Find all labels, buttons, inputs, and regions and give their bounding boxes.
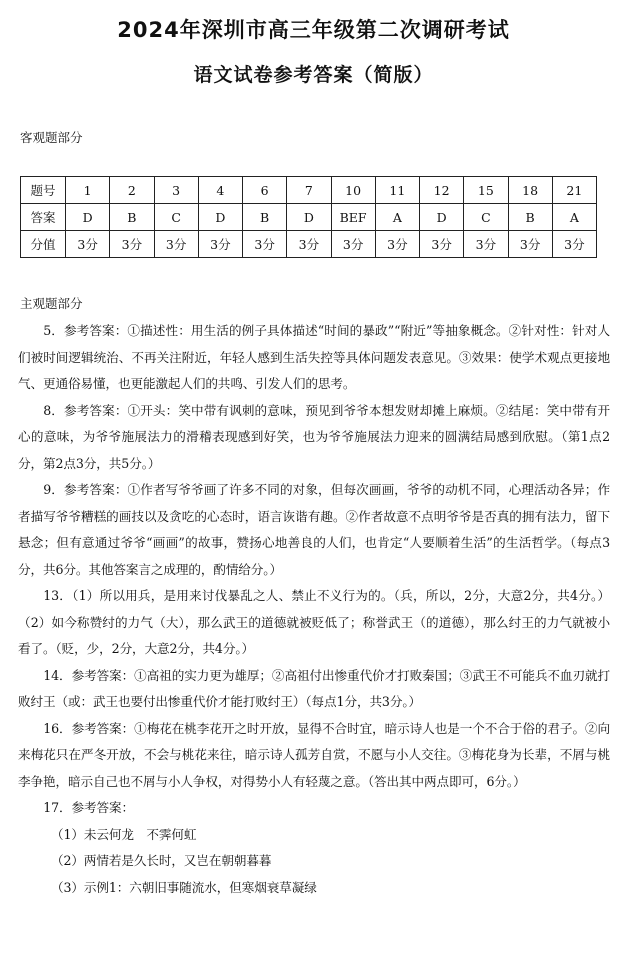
table-cell: 3分 (198, 231, 242, 258)
answer-q13: 13．（1）所以用兵，是用来讨伐暴乱之人、禁止不义行为的。（兵，所以，2分，大意2分，共4分。）（2）如今称赞纣的力气（大），那么武王的道德就被贬低了；称誉武王（的道德），那么纣王的力气就被小看了。（贬，少，2分，大意2分，共4分。） (18, 588, 610, 656)
objective-answer-table (20, 176, 597, 258)
table-cell: 3分 (552, 231, 596, 258)
table-cell: D (198, 204, 242, 231)
table-cell: BEF (331, 204, 375, 231)
exam-title: 2024年深圳市高三年级第二次调研考试 (117, 18, 510, 42)
answer-q5: 5．参考答案：①描述性：用生活的例子具体描述“时间的暴政”“附近”等抽象概念。②针对性：针对人们被时间逻辑统治、不再关注附近，年轻人感到生活失控等具体问题发表意见。③效果：使学术观点更接地气、更通俗易懂，也更能激起人们的共鸣、引发人们的思考。 (18, 323, 610, 391)
answer-q17-line: （2）两情若是久长时，又岂在朝朝暮暮 (51, 853, 272, 868)
table-cell: 3分 (464, 231, 508, 258)
table-cell: 21 (552, 177, 596, 204)
table-cell: 3分 (331, 231, 375, 258)
answer-q17-heading: 17．参考答案： (43, 800, 134, 815)
table-cell: D (420, 204, 464, 231)
row-header: 分值 (21, 231, 66, 258)
table-cell: B (110, 204, 154, 231)
table-cell: C (154, 204, 198, 231)
table-cell: C (464, 204, 508, 231)
table-cell: 4 (198, 177, 242, 204)
table-cell: D (287, 204, 331, 231)
row-header: 题号 (21, 177, 66, 204)
table-cell: 3分 (66, 231, 110, 258)
answer-q17-line: （3）示例1：六朝旧事随流水，但寒烟衰草凝绿 (51, 879, 317, 895)
subjective-answers (18, 318, 610, 901)
answer-q16: 16．参考答案：①梅花在桃李花开之时开放，显得不合时宜，暗示诗人也是一个不合于俗的君子。②向来梅花只在严冬开放，不会与桃花来往，暗示诗人孤芳自赏，不愿与小人交往。③梅花身为长辈，不屑与桃李争艳，暗示自己也不屑与小人争权，对得势小人有轻蔑之意。（答出其中两点即可，6分。） (18, 720, 610, 789)
table-cell: 3分 (154, 231, 198, 258)
table-cell: A (552, 204, 596, 231)
table-cell: D (66, 204, 110, 231)
question-number-row (21, 177, 597, 204)
table-cell: A (375, 204, 419, 231)
objective-section-label: 客观题部分 (20, 130, 83, 145)
subjective-section-label: 主观题部分 (20, 296, 83, 311)
table-cell: 3分 (508, 231, 552, 258)
table-cell: 3分 (243, 231, 287, 258)
table-cell: 6 (243, 177, 287, 204)
answer-key-subtitle: 语文试卷参考答案（简版） (193, 64, 434, 86)
score-row (21, 231, 597, 258)
table-cell: 3分 (375, 231, 419, 258)
table-cell: 3 (154, 177, 198, 204)
table-cell: 12 (420, 177, 464, 204)
table-cell: 7 (287, 177, 331, 204)
answer-q14: 14．参考答案：①高祖的实力更为雄厚；②高祖付出惨重代价才打败秦国；③武王不可能兵不血刃就打败纣王（或：武王也要付出惨重代价才能打败纣王）（每点1分，共3分。） (18, 667, 610, 709)
table-cell: B (508, 204, 552, 231)
answer-q9: 9．参考答案：①作者写爷爷画了许多不同的对象，但每次画画，爷爷的动机不同，心理活动各异；作者描写爷爷糟糕的画技以及贪吃的心态时，语言诙谐有趣。②作者故意不点明爷爷是否真的拥有法力，留下悬念；但有意通过爷爷“画画”的故事，赞扬心地善良的人们，也肯定“人要顺着生活”的生活哲学。（每点3分，共6分。其他答案言之成理的，酌情给分。） (18, 482, 610, 577)
table-cell: 3分 (287, 231, 331, 258)
table-cell: 18 (508, 177, 552, 204)
table-cell: 2 (110, 177, 154, 204)
table-cell: 1 (66, 177, 110, 204)
table-cell: 10 (331, 177, 375, 204)
table-cell: 15 (464, 177, 508, 204)
table-cell: B (243, 204, 287, 231)
row-header: 答案 (21, 204, 66, 231)
table-cell: 3分 (110, 231, 154, 258)
answer-q17-line: （1）未云何龙 不霁何虹 (51, 826, 197, 842)
table-cell: 3分 (420, 231, 464, 258)
answer-q8: 8．参考答案：①开头：笑中带有讽刺的意味，预见到爷爷本想发财却摊上麻烦。②结尾：笑中带有开心的意味，为爷爷施展法力的滑稽表现感到好笑，也为爷爷施展法力迎来的圆满结局感到欣慰。（第1点2分，第2点3分，共5分。） (18, 402, 610, 471)
answer-row (21, 204, 597, 231)
table-cell: 11 (375, 177, 419, 204)
